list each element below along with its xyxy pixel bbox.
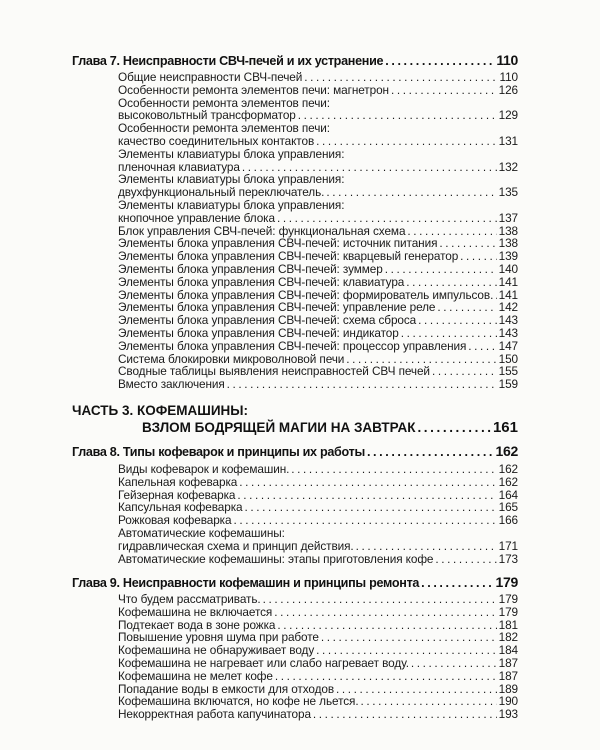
toc-entry-title: Рожковая кофеварка — [118, 513, 232, 528]
toc-entry-title: Элементы клавиатуры блока управления: — [118, 146, 345, 161]
dot-leader — [406, 276, 496, 289]
page-number: 159 — [498, 377, 518, 392]
dot-leader — [274, 606, 496, 619]
page-number: 166 — [498, 513, 518, 528]
toc-entry-title: Повышение уровня шума при работе — [118, 630, 319, 645]
page-number: 173 — [498, 551, 518, 566]
dot-leader — [437, 301, 496, 314]
dot-leader — [417, 419, 491, 436]
page-number: 187 — [498, 655, 518, 670]
toc-entry-title: Кофемашина не включается — [118, 604, 273, 619]
toc-entry[interactable] — [118, 593, 518, 606]
toc-entry-title: Кофемашина не мелет кофе — [118, 668, 273, 683]
dot-leader — [361, 695, 497, 708]
toc-entry-title: Гейзерная кофеварка — [118, 487, 236, 502]
dot-leader — [239, 476, 496, 489]
toc-entry-title: Элементы блока управления СВЧ-печей: кварцевый генератор — [118, 249, 459, 264]
toc-entry-title: Кофемашина включатся, но кофе не льется. — [118, 694, 359, 709]
dot-leader — [435, 553, 496, 566]
part-heading[interactable] — [72, 402, 518, 436]
toc-entry[interactable] — [118, 378, 518, 391]
dot-leader — [391, 84, 497, 97]
toc-entry[interactable] — [118, 173, 518, 199]
dot-leader — [385, 263, 497, 276]
page-number: 179 — [495, 574, 518, 590]
dot-leader — [385, 53, 494, 69]
page-number: 110 — [496, 52, 518, 68]
dot-leader — [227, 378, 497, 391]
dot-leader — [411, 657, 497, 670]
dot-leader — [468, 340, 496, 353]
toc-entry-title: Автоматические кофемашины: этапы приготовления кофе — [118, 551, 434, 566]
chapter-heading[interactable] — [72, 52, 518, 69]
page-number: 179 — [498, 592, 518, 606]
toc-entry[interactable] — [118, 670, 518, 683]
toc-entry-title: Элементы блока управления СВЧ-печей: схема сброса — [118, 313, 417, 328]
page-number: 189 — [498, 681, 518, 696]
dot-leader — [321, 631, 497, 644]
dot-leader — [263, 593, 497, 606]
dot-leader — [401, 327, 497, 340]
page-number: 138 — [498, 236, 518, 251]
toc-entry[interactable] — [118, 71, 518, 84]
page-number: 141 — [498, 274, 518, 289]
chapter-title: Глава 9. Неисправности кофемашин и принципы ремонта — [72, 576, 420, 590]
toc-entry-title: Попадание воды в емкости для отходов — [118, 681, 335, 696]
toc-entry[interactable] — [118, 527, 518, 553]
toc-entry-title: Система блокировки микроволновой печи — [118, 351, 345, 366]
toc-entry-title: Элементы блока управления СВЧ-печей: индикатор — [118, 325, 399, 340]
page-number: 164 — [498, 487, 518, 502]
page-number: 150 — [498, 351, 518, 366]
page-number: 162 — [498, 462, 518, 476]
toc-entry[interactable] — [118, 199, 518, 225]
toc-entry-title: Особенности ремонта элементов печи: магнетрон — [118, 82, 389, 97]
chapter-title: Глава 8. Типы кофеварок и принципы их работы — [72, 445, 365, 459]
toc-entry-title: Элементы блока управления СВЧ-печей: источник питания — [118, 236, 438, 251]
dot-leader — [275, 670, 497, 683]
page-number: 142 — [498, 300, 518, 315]
dot-leader — [237, 489, 496, 502]
page-number: 190 — [498, 694, 518, 709]
page-number: 110 — [499, 70, 518, 84]
chapter-7 — [72, 52, 518, 391]
toc-entry[interactable] — [118, 327, 518, 340]
page-number: 193 — [498, 707, 518, 722]
chapter-9 — [72, 574, 518, 721]
toc-list — [118, 593, 518, 721]
toc-entry-title: Капельная кофеварка — [118, 474, 238, 489]
toc-entry-title: Особенности ремонта элементов печи: — [118, 121, 330, 136]
toc-list — [118, 463, 518, 565]
toc-entry-title: Капсульная кофеварка — [118, 500, 243, 515]
dot-leader — [277, 212, 497, 225]
page-number: 141 — [498, 287, 518, 302]
page-number: 131 — [498, 133, 518, 148]
page-number: 187 — [498, 668, 518, 683]
toc-entry-title: Элементы клавиатуры блока управления: — [118, 172, 345, 187]
toc-entry-title: Кофемашина не обнаруживает воду — [118, 643, 315, 658]
page-number: 132 — [498, 159, 518, 174]
part-title-line1: ЧАСТЬ 3. КОФЕМАШИНЫ: — [72, 403, 249, 418]
toc-entry[interactable] — [118, 340, 518, 353]
dot-leader — [304, 71, 497, 84]
toc-entry-title: Виды кофеварок и кофемашин. — [118, 462, 290, 476]
page-number: 182 — [498, 630, 518, 645]
toc-entry-title: Сводные таблицы выявления неисправностей СВЧ печей — [118, 364, 430, 379]
toc-entry[interactable] — [118, 97, 518, 123]
toc-entry[interactable] — [118, 148, 518, 174]
page-number: 161 — [492, 419, 518, 436]
toc-entry[interactable] — [118, 606, 518, 619]
toc-entry[interactable] — [118, 463, 518, 476]
toc-entry-title: пленочная клавиатура — [118, 159, 240, 174]
page-number: 162 — [498, 474, 518, 489]
page-number: 138 — [498, 223, 518, 238]
toc-entry-title: Что будем рассматривать. — [118, 592, 261, 606]
dot-leader — [336, 683, 497, 696]
toc-entry-title: Особенности ремонта элементов печи: — [118, 95, 330, 110]
toc-entry-title: высоковольтный трансформатор — [118, 108, 296, 123]
page-number: 179 — [498, 604, 518, 619]
toc-entry[interactable] — [118, 476, 518, 489]
dot-leader — [367, 444, 494, 460]
dot-leader — [418, 314, 496, 327]
toc-entry-title: кнопочное управление блока — [118, 210, 275, 225]
page-number: 143 — [498, 325, 518, 340]
toc-entry[interactable] — [118, 708, 518, 721]
page-number: 181 — [498, 617, 518, 632]
dot-leader — [291, 463, 496, 476]
toc-entry-title: Кофемашина не нагревает или слабо нагревает воду. — [118, 655, 409, 670]
toc-entry[interactable] — [118, 276, 518, 289]
toc-entry-title: Элементы блока управления СВЧ-печей: зуммер — [118, 261, 383, 276]
toc-list — [118, 71, 518, 391]
toc-entry[interactable] — [118, 553, 518, 566]
page-number: 162 — [495, 443, 518, 459]
page-number: 135 — [498, 185, 518, 200]
page-number: 137 — [498, 210, 518, 225]
page-number: 155 — [498, 364, 518, 379]
toc-entry-title: гидравлическая схема и принцип действия. — [118, 538, 354, 553]
chapter-title: Глава 7. Неисправности СВЧ-печей и их устранение — [72, 54, 384, 68]
toc-entry-title: качество соединительных контактов — [118, 133, 315, 148]
toc-entry[interactable] — [118, 263, 518, 276]
chapter-8 — [72, 443, 518, 565]
dot-leader — [421, 575, 493, 591]
dot-leader — [356, 540, 497, 553]
toc-entry-title: Общие неисправности СВЧ-печей — [118, 70, 303, 84]
page-number: 126 — [498, 82, 518, 97]
toc-entry-title: Блок управления СВЧ-печей: функциональная схема — [118, 223, 406, 238]
page-number: 165 — [498, 500, 518, 515]
toc-entry-title: двухфункциональный переключатель. — [118, 185, 325, 200]
dot-leader — [245, 501, 497, 514]
toc-entry[interactable] — [118, 84, 518, 97]
part-title-line2: ВЗЛОМ БОДРЯЩЕЙ МАГИИ НА ЗАВТРАК — [142, 420, 416, 435]
toc-entry[interactable] — [118, 657, 518, 670]
chapter-heading[interactable] — [72, 443, 518, 460]
dot-leader — [313, 708, 497, 721]
page-number: 147 — [498, 338, 518, 353]
page-number: 171 — [498, 538, 518, 553]
page-number: 140 — [498, 261, 518, 276]
toc-entry-title: Подтекает вода в зоне рожка — [118, 617, 276, 632]
dot-leader — [495, 289, 496, 302]
dot-leader — [460, 250, 496, 263]
toc-entry-title: Элементы блока управления СВЧ-печей: формирователь импульсов. — [118, 287, 494, 302]
toc-entry-title: Некорректная работа капучинатора — [118, 707, 311, 722]
dot-leader — [326, 186, 496, 199]
chapter-heading[interactable] — [72, 574, 518, 591]
toc-entry[interactable] — [118, 122, 518, 148]
page-number: 143 — [498, 313, 518, 328]
dot-leader — [432, 365, 497, 378]
toc-entry-title: Элементы блока управления СВЧ-печей: управление реле — [118, 300, 436, 315]
toc-entry-title: Элементы блока управления СВЧ-печей: клавиатура — [118, 274, 405, 289]
page-number: 129 — [498, 108, 518, 123]
toc-entry-title: Элементы блока управления СВЧ-печей: процессор управления — [118, 338, 467, 353]
part-3 — [72, 402, 518, 436]
page-number: 184 — [498, 643, 518, 658]
dot-leader — [316, 135, 497, 148]
toc-entry-title: Автоматические кофемашины: — [118, 525, 285, 540]
toc-entry-title: Вместо заключения — [118, 377, 225, 392]
toc-entry-title: Элементы клавиатуры блока управления: — [118, 197, 345, 212]
page-number: 139 — [498, 249, 518, 264]
